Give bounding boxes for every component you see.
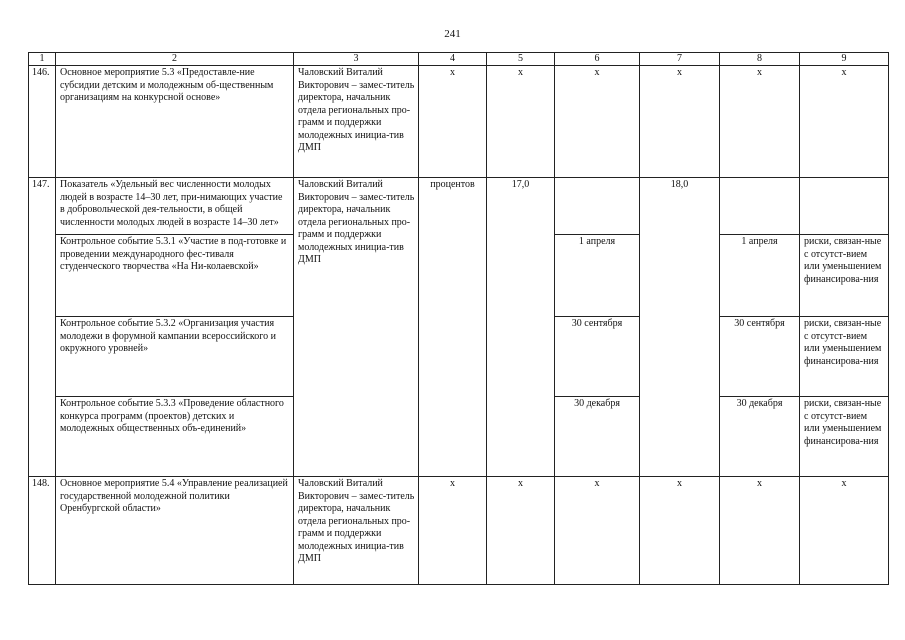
- header-row: [29, 53, 889, 66]
- header-cell: 2: [56, 53, 294, 66]
- header-cell: 5: [487, 53, 555, 66]
- cell-col9: х: [800, 477, 889, 585]
- risk-note: риски, связан-ные с отсутст-вием или уменьшением финансирова-ния: [800, 317, 889, 397]
- event-name: Контрольное событие 5.3.2 «Организация участия молодежи в форумной кампании всероссийского и окружного уровней»: [56, 317, 294, 397]
- row-number: 146.: [29, 66, 56, 178]
- event-name: Основное мероприятие 5.3 «Предоставле-ние субсидии детским и молодежным об-щественным организациям на конкурсной основе»: [56, 66, 294, 178]
- header-cell: 4: [419, 53, 487, 66]
- cell-col6: х: [555, 477, 640, 585]
- cell-col4: х: [419, 477, 487, 585]
- cell-col5: х: [487, 66, 555, 178]
- actual-date: 30 декабря: [720, 397, 800, 477]
- responsible-person: Чаловский Виталий Викторович – замес-титель директора, начальник отдела региональных про-грамм и поддержки молодежных инициа-тив ДМП: [294, 178, 419, 477]
- risk-note: риски, связан-ные с отсутст-вием или уменьшением финансирова-ния: [800, 397, 889, 477]
- row-number: 148.: [29, 477, 56, 585]
- responsible-person: Чаловский Виталий Викторович – замес-титель директора, начальник отдела региональных про-грамм и поддержки молодежных инициа-тив ДМП: [294, 477, 419, 585]
- cell-col7: х: [640, 66, 720, 178]
- actual-date: 1 апреля: [720, 235, 800, 317]
- cell-col9: х: [800, 66, 889, 178]
- responsible-person: Чаловский Виталий Викторович – замес-титель директора, начальник отдела региональных про-грамм и поддержки молодежных инициа-тив ДМП: [294, 66, 419, 178]
- base-value: 17,0: [487, 178, 555, 477]
- header-cell: 7: [640, 53, 720, 66]
- header-cell: 8: [720, 53, 800, 66]
- cell-col9: [800, 178, 889, 235]
- plan-date: 30 сентября: [555, 317, 640, 397]
- cell-col8: х: [720, 477, 800, 585]
- table-row: [29, 477, 889, 585]
- table-row: [29, 178, 889, 235]
- cell-col8: х: [720, 66, 800, 178]
- cell-col6: х: [555, 66, 640, 178]
- plan-date: 1 апреля: [555, 235, 640, 317]
- row-number: 147.: [29, 178, 56, 477]
- event-name: Контрольное событие 5.3.3 «Проведение областного конкурса программ (проектов) детских и молодежных общественных объ-единений»: [56, 397, 294, 477]
- actual-date: 30 сентября: [720, 317, 800, 397]
- cell-col6: [555, 178, 640, 235]
- page-number: 241: [444, 28, 461, 40]
- table-row: [29, 66, 889, 178]
- header-cell: 3: [294, 53, 419, 66]
- header-cell: 1: [29, 53, 56, 66]
- cell-col5: х: [487, 477, 555, 585]
- event-name: Основное мероприятие 5.4 «Управление реализацией государственной молодежной политики Оренбургской области»: [56, 477, 294, 585]
- plan-table: [28, 52, 889, 585]
- header-cell: 9: [800, 53, 889, 66]
- cell-col8: [720, 178, 800, 235]
- plan-date: 30 декабря: [555, 397, 640, 477]
- cell-col7: х: [640, 477, 720, 585]
- event-name: Контрольное событие 5.3.1 «Участие в под-готовке и проведении международного фес-тиваля студенческого творчества «На Ни-колаевской»: [56, 235, 294, 317]
- risk-note: риски, связан-ные с отсутст-вием или уменьшением финансирова-ния: [800, 235, 889, 317]
- header-cell: 6: [555, 53, 640, 66]
- cell-col4: х: [419, 66, 487, 178]
- indicator-name: Показатель «Удельный вес численности молодых людей в возрасте 14–30 лет, при-нимающих участие в добровольческой дея-тельности, в общей численности молодых людей в возрасте 14–30 лет»: [56, 178, 294, 235]
- target-value: 18,0: [640, 178, 720, 477]
- unit-cell: процентов: [419, 178, 487, 477]
